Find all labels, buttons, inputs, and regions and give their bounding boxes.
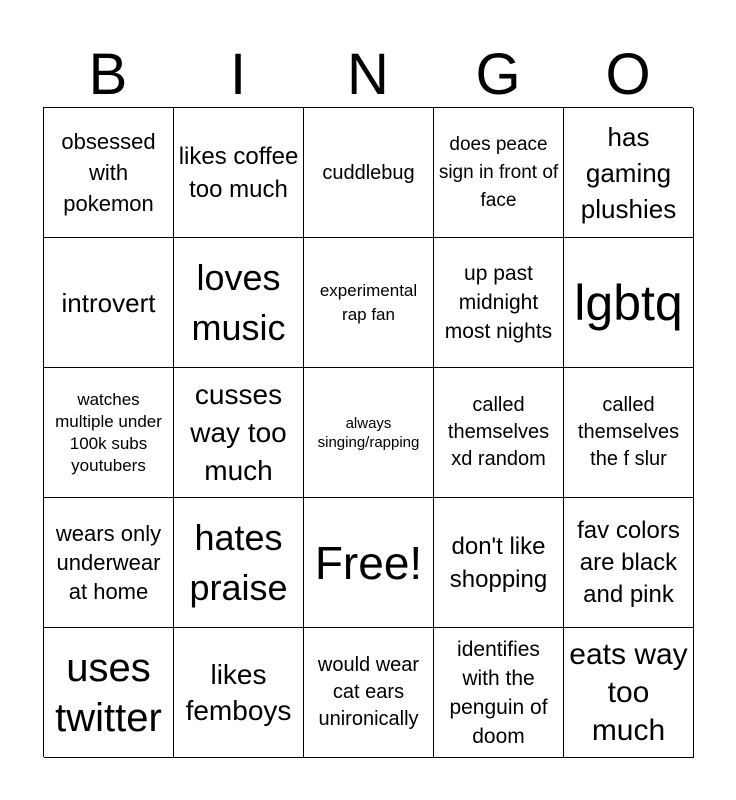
bingo-cell[interactable] bbox=[564, 628, 694, 758]
header-letter-i: I bbox=[229, 42, 247, 107]
cell-text: would wear cat ears unironically bbox=[317, 654, 420, 730]
bingo-cell[interactable] bbox=[304, 498, 434, 628]
bingo-header bbox=[43, 44, 693, 106]
bingo-cell[interactable] bbox=[174, 498, 304, 628]
bingo-cell[interactable] bbox=[434, 238, 564, 368]
cell-text: called themselves xd random bbox=[447, 394, 550, 470]
header-letter-g: G bbox=[475, 42, 521, 107]
cell-text: don't like shopping bbox=[449, 532, 548, 593]
cell-text: experimental rap fan bbox=[319, 280, 418, 324]
cell-text: Free! bbox=[314, 536, 423, 589]
bingo-cell[interactable] bbox=[44, 498, 174, 628]
header-letter-b: B bbox=[88, 42, 128, 107]
bingo-cell[interactable] bbox=[564, 368, 694, 498]
bingo-cell[interactable] bbox=[174, 238, 304, 368]
cell-text: obsessed with pokemon bbox=[61, 129, 156, 216]
bingo-cell[interactable] bbox=[434, 368, 564, 498]
bingo-cell[interactable] bbox=[564, 498, 694, 628]
bingo-board bbox=[43, 107, 693, 757]
bingo-cell[interactable] bbox=[564, 238, 694, 368]
cell-text: fav colors are black and pink bbox=[577, 516, 680, 608]
bingo-cell[interactable] bbox=[434, 498, 564, 628]
cell-text: eats way too much bbox=[569, 637, 688, 747]
cell-text: uses twitter bbox=[55, 645, 162, 740]
bingo-cell[interactable] bbox=[44, 368, 174, 498]
cell-text: called themselves the f slur bbox=[577, 394, 680, 470]
cell-text: loves music bbox=[191, 256, 286, 348]
cell-text: wears only underwear at home bbox=[55, 521, 162, 604]
cell-text: watches multiple under 100k subs youtubers bbox=[55, 389, 162, 475]
cell-text: up past midnight most nights bbox=[444, 262, 553, 343]
bingo-cell[interactable] bbox=[564, 108, 694, 238]
bingo-cell[interactable] bbox=[304, 368, 434, 498]
cell-text: identifies with the penguin of doom bbox=[449, 637, 548, 748]
bingo-cell[interactable] bbox=[44, 628, 174, 758]
bingo-cell[interactable] bbox=[434, 108, 564, 238]
bingo-cell[interactable] bbox=[174, 368, 304, 498]
bingo-cell[interactable] bbox=[304, 238, 434, 368]
bingo-cell[interactable] bbox=[304, 628, 434, 758]
cell-text: lgbtq bbox=[574, 274, 683, 331]
cell-text: hates praise bbox=[189, 516, 288, 608]
cell-text: always singing/rapping bbox=[317, 414, 420, 451]
bingo-cell[interactable] bbox=[44, 108, 174, 238]
cell-text: cusses way too much bbox=[190, 378, 287, 486]
bingo-cell[interactable] bbox=[44, 238, 174, 368]
bingo-cell[interactable] bbox=[304, 108, 434, 238]
cell-text: has gaming plushies bbox=[580, 121, 677, 224]
bingo-cell[interactable] bbox=[434, 628, 564, 758]
bingo-cell[interactable] bbox=[174, 108, 304, 238]
header-letter-n: N bbox=[347, 42, 389, 107]
header-letter-o: O bbox=[605, 42, 651, 107]
cell-text: likes femboys bbox=[185, 658, 292, 726]
cell-text: does peace sign in front of face bbox=[438, 133, 559, 211]
cell-text: likes coffee too much bbox=[178, 142, 299, 203]
cell-text: introvert bbox=[61, 287, 156, 318]
bingo-cell[interactable] bbox=[174, 628, 304, 758]
cell-text: cuddlebug bbox=[322, 161, 415, 184]
